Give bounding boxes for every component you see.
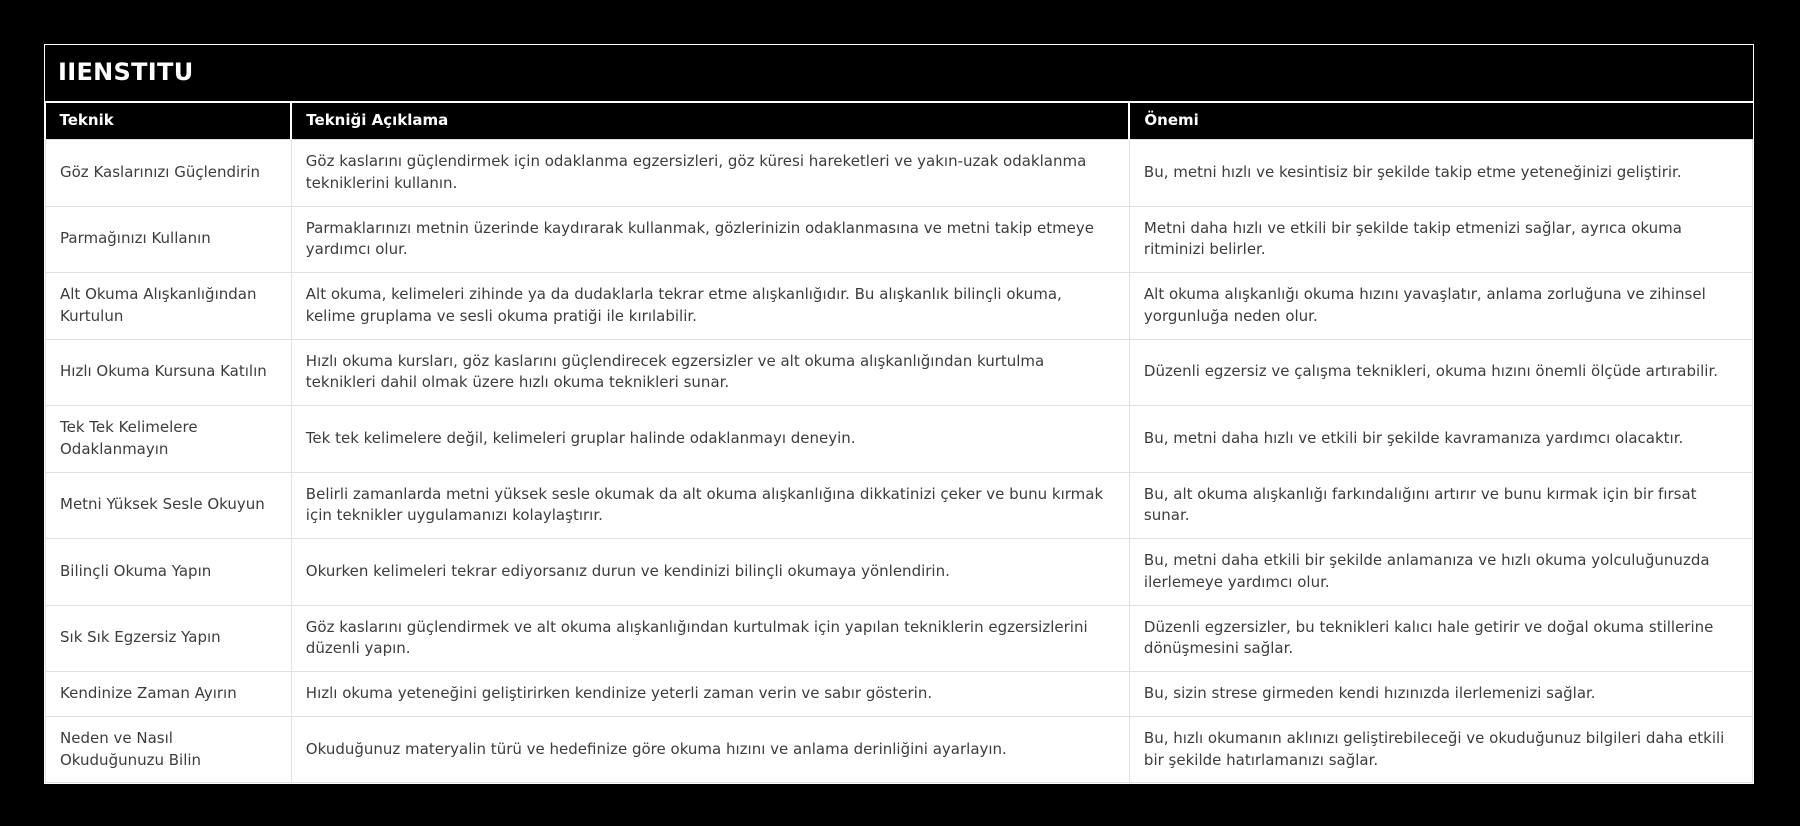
cell-teknik: Parmağınızı Kullanın	[46, 206, 292, 273]
table-row	[46, 140, 1753, 207]
table-row	[46, 672, 1753, 717]
brand-title: IIENSTITU	[58, 58, 194, 86]
cell-teknik: Bilinçli Okuma Yapın	[46, 539, 292, 606]
table-body	[46, 140, 1753, 783]
cell-onemi: Bu, alt okuma alışkanlığı farkındalığını artırır ve bunu kırmak için bir fırsat sunar.	[1129, 472, 1752, 539]
cell-teknik: Hızlı Okuma Kursuna Katılın	[46, 339, 292, 406]
cell-teknik: Metni Yüksek Sesle Okuyun	[46, 472, 292, 539]
cell-aciklama: Göz kaslarını güçlendirmek ve alt okuma alışkanlığından kurtulmak için yapılan tekniklerin egzersizlerini düzenli yapın.	[291, 605, 1129, 672]
cell-onemi: Metni daha hızlı ve etkili bir şekilde takip etmenizi sağlar, ayrıca okuma ritminizi belirler.	[1129, 206, 1752, 273]
brand-header	[45, 45, 1753, 103]
cell-aciklama: Hızlı okuma yeteneğini geliştirirken kendinize yeterli zaman verin ve sabır gösterin.	[291, 672, 1129, 717]
cell-aciklama: Göz kaslarını güçlendirmek için odaklanma egzersizleri, göz küresi hareketleri ve yakın-uzak odaklanma tekniklerini kullanın.	[291, 140, 1129, 207]
cell-onemi: Bu, metni hızlı ve kesintisiz bir şekilde takip etme yeteneğinizi geliştirir.	[1129, 140, 1752, 207]
table-row	[46, 273, 1753, 340]
cell-teknik: Neden ve Nasıl Okuduğunuzu Bilin	[46, 716, 292, 783]
table-row	[46, 472, 1753, 539]
cell-teknik: Sık Sık Egzersiz Yapın	[46, 605, 292, 672]
cell-aciklama: Alt okuma, kelimeleri zihinde ya da dudaklarla tekrar etme alışkanlığıdır. Bu alışkanlık bilinçli okuma, kelime gruplama ve sesli okuma pratiği ile kırılabilir.	[291, 273, 1129, 340]
column-header-teknik: Teknik	[46, 103, 292, 140]
table-row	[46, 406, 1753, 473]
cell-onemi: Alt okuma alışkanlığı okuma hızını yavaşlatır, anlama zorluğuna ve zihinsel yorgunluğa neden olur.	[1129, 273, 1752, 340]
cell-aciklama: Hızlı okuma kursları, göz kaslarını güçlendirecek egzersizler ve alt okuma alışkanlığından kurtulma teknikleri dahil olmak üzere hızlı okuma teknikleri sunar.	[291, 339, 1129, 406]
header-row	[46, 103, 1753, 140]
table-card	[44, 44, 1754, 784]
cell-onemi: Bu, metni daha etkili bir şekilde anlamanıza ve hızlı okuma yolculuğunuzda ilerlemeye yardımcı olur.	[1129, 539, 1752, 606]
table-row	[46, 605, 1753, 672]
column-header-aciklama: Tekniği Açıklama	[291, 103, 1129, 140]
cell-onemi: Bu, hızlı okumanın aklınızı geliştirebileceği ve okuduğunuz bilgileri daha etkili bir şekilde hatırlamanızı sağlar.	[1129, 716, 1752, 783]
cell-onemi: Bu, metni daha hızlı ve etkili bir şekilde kavramanıza yardımcı olacaktır.	[1129, 406, 1752, 473]
cell-onemi: Düzenli egzersizler, bu teknikleri kalıcı hale getirir ve doğal okuma stillerine dönüşmesini sağlar.	[1129, 605, 1752, 672]
cell-teknik: Tek Tek Kelimelere Odaklanmayın	[46, 406, 292, 473]
column-header-onemi: Önemi	[1129, 103, 1752, 140]
table-row	[46, 539, 1753, 606]
cell-onemi: Bu, sizin strese girmeden kendi hızınızda ilerlemenizi sağlar.	[1129, 672, 1752, 717]
table-row	[46, 339, 1753, 406]
cell-aciklama: Parmaklarınızı metnin üzerinde kaydırarak kullanmak, gözlerinizin odaklanmasına ve metni takip etmeye yardımcı olur.	[291, 206, 1129, 273]
cell-aciklama: Okuduğunuz materyalin türü ve hedefinize göre okuma hızını ve anlama derinliğini ayarlayın.	[291, 716, 1129, 783]
reading-techniques-table	[45, 103, 1753, 783]
table-row	[46, 206, 1753, 273]
cell-aciklama: Tek tek kelimelere değil, kelimeleri gruplar halinde odaklanmayı deneyin.	[291, 406, 1129, 473]
cell-aciklama: Belirli zamanlarda metni yüksek sesle okumak da alt okuma alışkanlığına dikkatinizi çeker ve bunu kırmak için teknikler uygulamanızı kolaylaştırır.	[291, 472, 1129, 539]
cell-onemi: Düzenli egzersiz ve çalışma teknikleri, okuma hızını önemli ölçüde artırabilir.	[1129, 339, 1752, 406]
cell-aciklama: Okurken kelimeleri tekrar ediyorsanız durun ve kendinizi bilinçli okumaya yönlendirin.	[291, 539, 1129, 606]
table-row	[46, 716, 1753, 783]
cell-teknik: Alt Okuma Alışkanlığından Kurtulun	[46, 273, 292, 340]
cell-teknik: Kendinize Zaman Ayırın	[46, 672, 292, 717]
cell-teknik: Göz Kaslarınızı Güçlendirin	[46, 140, 292, 207]
